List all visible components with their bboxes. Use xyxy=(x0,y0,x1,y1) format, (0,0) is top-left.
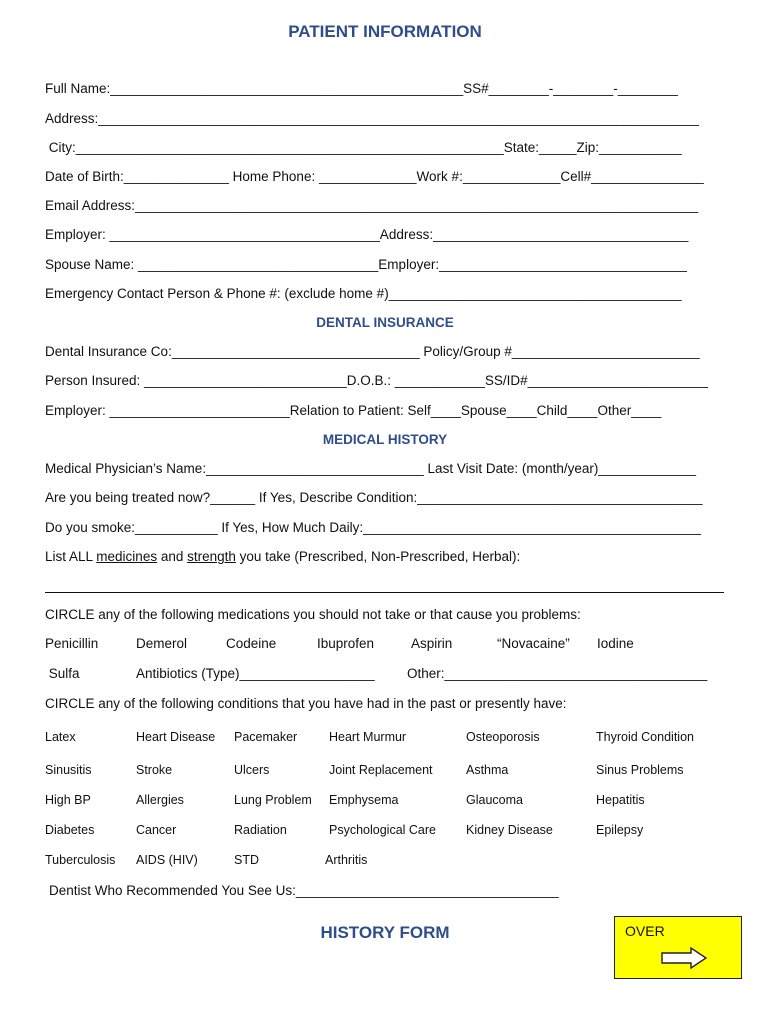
condition-option[interactable]: Latex xyxy=(45,730,76,744)
medicines-label-tail: you take (Prescribed, Non-Prescribed, Herbal): xyxy=(235,549,521,564)
condition-option[interactable]: Arthritis xyxy=(325,853,368,867)
condition-option[interactable]: Glaucoma xyxy=(466,793,523,807)
condition-option[interactable]: Joint Replacement xyxy=(329,763,433,777)
medicines-list-label xyxy=(45,549,520,565)
medical-history-heading: MEDICAL HISTORY xyxy=(322,432,448,447)
condition-option[interactable]: Sinus Problems xyxy=(596,763,684,777)
condition-option[interactable]: Heart Disease xyxy=(136,730,216,744)
condition-option[interactable]: Heart Murmur xyxy=(329,730,407,744)
email-row[interactable]: Email Address:___________________________________________________________________________ xyxy=(45,198,699,213)
condition-option[interactable]: Epilepsy xyxy=(596,823,644,837)
condition-option[interactable]: Tuberculosis xyxy=(45,853,116,867)
condition-option[interactable]: Ulcers xyxy=(234,763,270,777)
physician-row[interactable]: Medical Physician’s Name:_____________________________ Last Visit Date: (month/year)_____________ xyxy=(45,461,696,476)
full-name-row[interactable]: Full Name:_______________________________________________SS#________-________-________ xyxy=(45,81,678,96)
strength-underlined: strength xyxy=(187,549,236,564)
condition-option[interactable]: AIDS (HIV) xyxy=(136,853,198,867)
med-other[interactable]: Other:___________________________________ xyxy=(407,666,708,681)
treated-row[interactable]: Are you being treated now?______ If Yes, Describe Condition:______________________________________ xyxy=(45,490,703,505)
page-title: PATIENT INFORMATION xyxy=(288,22,482,41)
spouse-row[interactable]: Spouse Name: ________________________________Employer:_________________________________ xyxy=(45,257,687,272)
condition-option[interactable]: Emphysema xyxy=(329,793,399,807)
over-label: OVER xyxy=(625,923,665,939)
condition-option[interactable]: Cancer xyxy=(136,823,177,837)
med-aspirin[interactable]: Aspirin xyxy=(411,636,453,651)
med-sulfa[interactable]: Sulfa xyxy=(45,666,80,681)
condition-option[interactable]: Sinusitis xyxy=(45,763,92,777)
condition-option[interactable]: Asthma xyxy=(466,763,509,777)
person-insured-row[interactable]: Person Insured: ___________________________D.O.B.: ____________SS/ID#________________________ xyxy=(45,373,708,388)
dental-insurance-co-row[interactable]: Dental Insurance Co:_________________________________ Policy/Group #_________________________ xyxy=(45,344,700,359)
emergency-row[interactable]: Emergency Contact Person & Phone #: (exclude home #)_______________________________________ xyxy=(45,286,682,301)
condition-option[interactable]: Diabetes xyxy=(45,823,95,837)
med-demerol[interactable]: Demerol xyxy=(136,636,188,651)
condition-option[interactable]: Lung Problem xyxy=(234,793,312,807)
condition-option[interactable]: High BP xyxy=(45,793,91,807)
address-row[interactable]: Address:________________________________________________________________________________ xyxy=(45,111,699,126)
dental-employer-row[interactable]: Employer: ________________________Relation to Patient: Self____Spouse____Child____Other____ xyxy=(45,403,662,418)
condition-option[interactable]: Thyroid Condition xyxy=(596,730,694,744)
med-novacaine[interactable]: “Novacaine” xyxy=(497,636,570,651)
city-row[interactable]: City:_________________________________________________________State:_____Zip:___________ xyxy=(45,140,682,155)
smoke-row[interactable]: Do you smoke:___________ If Yes, How Much Daily:_____________________________________________ xyxy=(45,520,702,535)
dentist-recommended-row[interactable]: Dentist Who Recommended You See Us:___________________________________ xyxy=(49,883,559,898)
circle-medications-label: CIRCLE any of the following medications you should not take or that cause you problems: xyxy=(45,607,581,622)
condition-option[interactable]: Pacemaker xyxy=(234,730,298,744)
condition-option[interactable]: Radiation xyxy=(234,823,287,837)
condition-option[interactable]: Allergies xyxy=(136,793,184,807)
employer-row[interactable]: Employer: ____________________________________Address:__________________________________ xyxy=(45,227,689,242)
condition-option[interactable]: Hepatitis xyxy=(596,793,645,807)
dental-insurance-heading: DENTAL INSURANCE xyxy=(316,315,454,330)
med-antibiotics[interactable]: Antibiotics (Type)__________________ xyxy=(136,666,375,681)
circle-conditions-label: CIRCLE any of the following conditions that you have had in the past or presently have: xyxy=(45,696,567,711)
condition-option[interactable]: Osteoporosis xyxy=(466,730,540,744)
medicines-label-part: List ALL xyxy=(45,549,97,564)
medicines-blank-line[interactable] xyxy=(45,592,724,593)
med-penicillin[interactable]: Penicillin xyxy=(45,636,99,651)
med-codeine[interactable]: Codeine xyxy=(226,636,277,651)
and-label-part: and xyxy=(157,549,188,564)
med-ibuprofen[interactable]: Ibuprofen xyxy=(317,636,375,651)
condition-option[interactable]: Kidney Disease xyxy=(466,823,553,837)
dob-row[interactable]: Date of Birth:______________ Home Phone: _____________Work #:_____________Cell#_______________ xyxy=(45,169,704,184)
history-form-title: HISTORY FORM xyxy=(320,923,450,942)
medicines-underlined: medicines xyxy=(96,549,158,564)
med-iodine[interactable]: Iodine xyxy=(597,636,634,651)
condition-option[interactable]: STD xyxy=(234,853,259,867)
right-arrow-icon xyxy=(661,947,707,969)
condition-option[interactable]: Psychological Care xyxy=(329,823,436,837)
condition-option[interactable]: Stroke xyxy=(136,763,173,777)
over-button[interactable] xyxy=(614,916,742,979)
